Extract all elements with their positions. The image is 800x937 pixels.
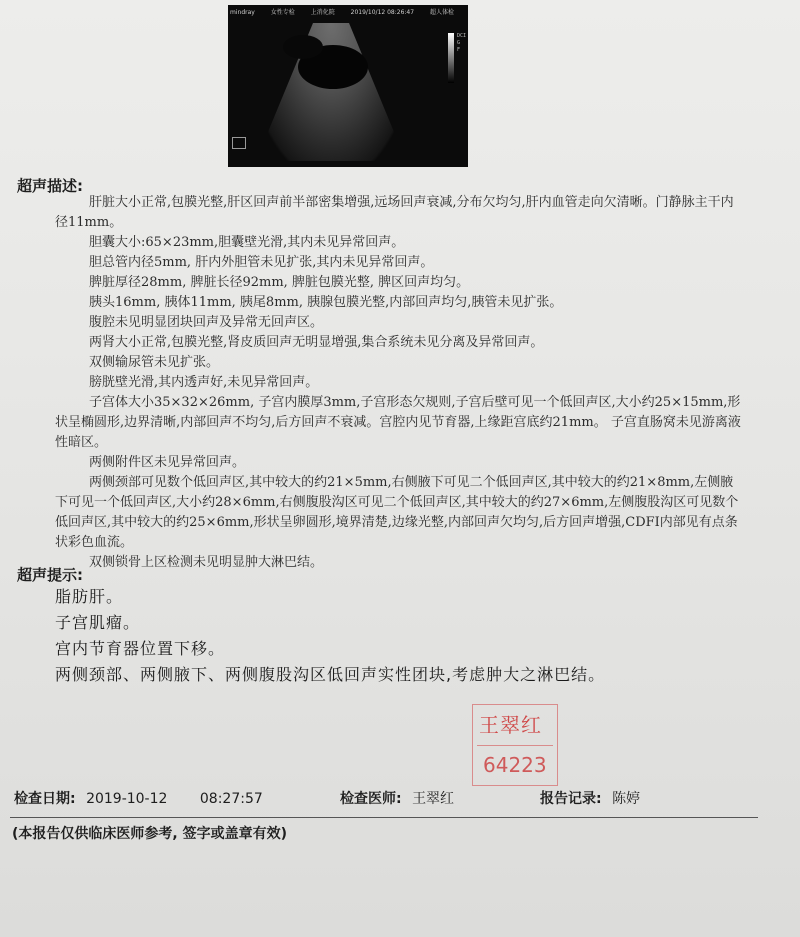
ultrasound-header-text: 2019/10/12 08:26:47 [350, 9, 415, 16]
ultrasound-header-text: 上消化院 [310, 9, 335, 16]
recorder-name: 陈婷 [612, 791, 641, 807]
doctor-label: 检查医师: [340, 791, 402, 807]
stamp-number: 64223 [483, 753, 547, 777]
ultrasound-dark-region [283, 35, 323, 59]
footer-divider [10, 817, 758, 818]
ultrasound-side-info: DCI G F [456, 33, 466, 53]
impression-item: 子宫肌瘤。 [55, 613, 141, 632]
exam-time: 08:27:57 [199, 791, 263, 807]
description-title: 超声描述: [17, 177, 83, 195]
desc-paragraph: 双侧输尿管未见扩张。 [89, 355, 220, 370]
probe-icon [232, 137, 246, 149]
desc-paragraph: 两侧附件区未见异常回声。 [89, 455, 246, 470]
exam-date-label: 检查日期: [14, 791, 76, 807]
impression-item: 两侧颈部、两侧腋下、两侧腹股沟区低回声实性团块,考虑肿大之淋巴结。 [55, 665, 606, 684]
impression-body [55, 584, 735, 688]
description-body [55, 193, 745, 573]
impression-item: 宫内节育器位置下移。 [55, 639, 226, 658]
ultrasound-header-text: 女性专检 [270, 9, 295, 16]
recorder-label: 报告记录: [540, 791, 602, 807]
ultrasound-image [228, 5, 468, 167]
ultrasound-scan-area [256, 23, 406, 161]
exam-date-value: 2019-10-12 [86, 791, 168, 807]
ultrasound-header-text: 超人体检 [429, 9, 454, 16]
desc-paragraph: 子宫体大小35×32×26mm, 子宫内膜厚3mm,子宫形态欠规则,子宫后壁可见一个低回声区,大小约25×15mm,形状呈椭圆形,边界清晰,内部回声不均匀,后方回声不衰减。宫腔内见节育器,上缘距宫底约21mm。 子宫直肠窝未见游离液性暗区。 [55, 395, 741, 450]
exam-doctor [340, 788, 454, 808]
desc-paragraph: 两侧颈部可见数个低回声区,其中较大的约21×5mm,右侧腋下可见二个低回声区,其中较大的约21×8mm,左侧腋下可见一个低回声区,大小约28×6mm,右侧腹股沟区可见二个低回声区,其中较大的约27×6mm,左侧腹股沟区可见数个低回声区,其中较大的约25×6mm,形状呈卵圆形,境界清楚,边缘光整,内部回声欠均匀,后方回声增强,CDFI内部见有点条状彩色血流。 [55, 475, 739, 550]
doctor-name: 王翠红 [412, 791, 455, 807]
stamp-divider [477, 745, 553, 746]
desc-paragraph: 胆囊大小:65×23mm,胆囊壁光滑,其内未见异常回声。 [89, 235, 405, 250]
stamp-name: 王翠红 [479, 713, 542, 737]
gray-scale-bar [448, 33, 454, 83]
desc-paragraph: 腹腔未见明显团块回声及异常无回声区。 [89, 315, 324, 330]
impression-item: 脂肪肝。 [55, 587, 124, 606]
desc-paragraph: 脾脏厚径28mm, 脾脏长径92mm, 脾脏包膜光整, 脾区回声均匀。 [89, 275, 470, 290]
ultrasound-brand: mindray [230, 9, 255, 16]
ultrasound-header [230, 7, 466, 21]
desc-paragraph: 肝脏大小正常,包膜光整,肝区回声前半部密集增强,远场回声衰减,分布欠均匀,肝内血管走向欠清晰。门静脉主干内径11mm。 [55, 195, 734, 230]
exam-date [14, 788, 263, 808]
impression-title: 超声提示: [17, 566, 83, 584]
desc-paragraph: 膀胱壁光滑,其内透声好,未见异常回声。 [89, 375, 319, 390]
report-recorder [540, 788, 640, 808]
desc-paragraph: 双侧锁骨上区检测未见明显肿大淋巴结。 [89, 555, 324, 570]
desc-paragraph: 胰头16mm, 胰体11mm, 胰尾8mm, 胰腺包膜光整,内部回声均匀,胰管未见扩张。 [89, 295, 563, 310]
report-note: (本报告仅供临床医师参考, 签字或盖章有效) [12, 826, 287, 842]
doctor-stamp [472, 704, 558, 786]
desc-paragraph: 两肾大小正常,包膜光整,肾皮质回声无明显增强,集合系统未见分离及异常回声。 [89, 335, 544, 350]
desc-paragraph: 胆总管内径5mm, 肝内外胆管未见扩张,其内未见异常回声。 [89, 255, 434, 270]
